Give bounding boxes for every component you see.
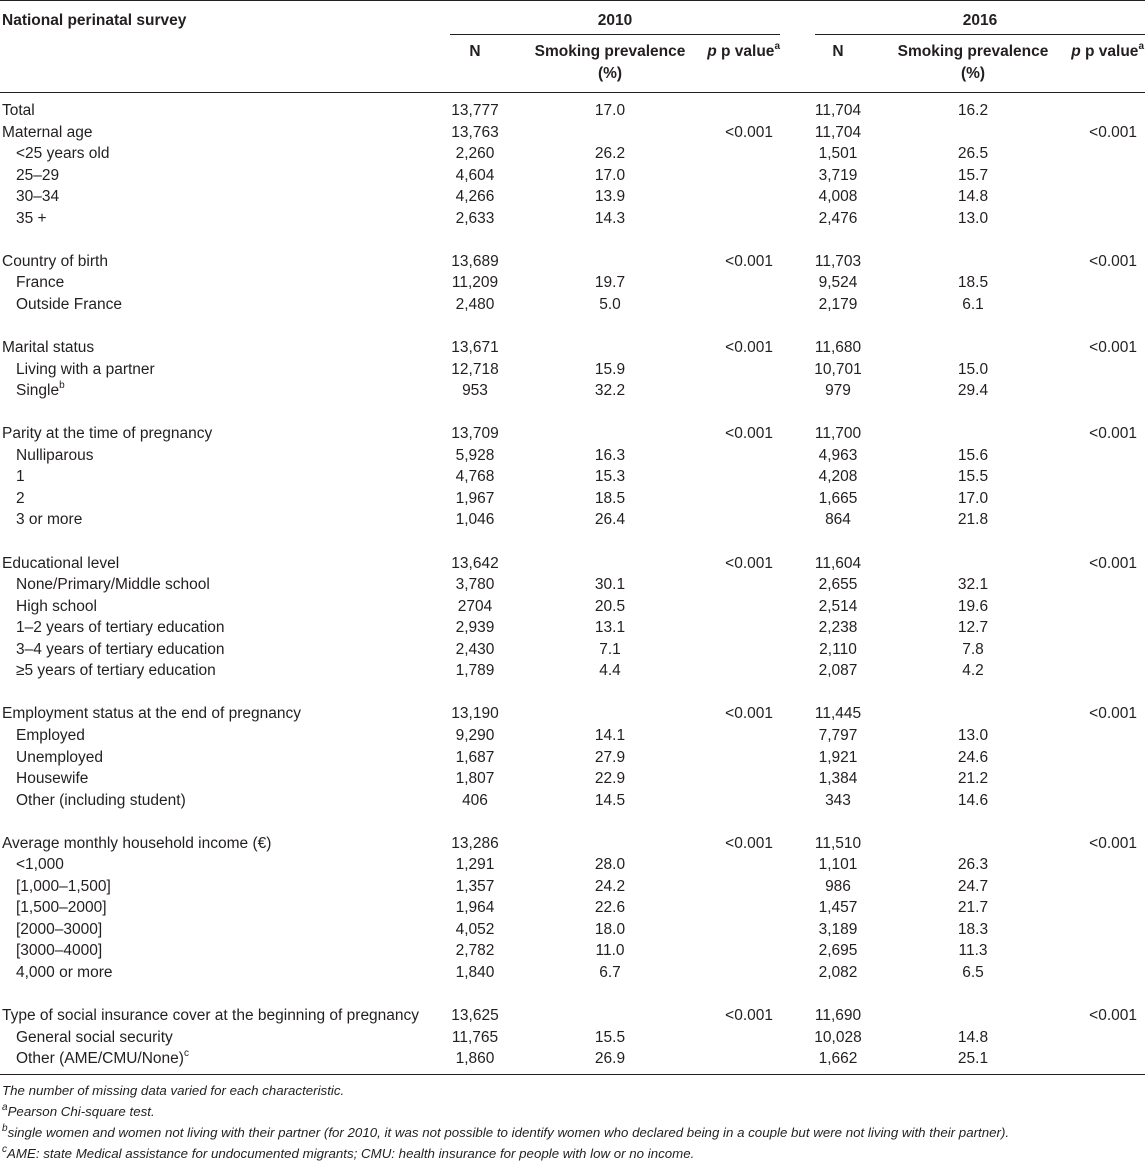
smoking-2016-cell: 7.8 <box>962 640 984 658</box>
footnote <box>2 1083 344 1098</box>
smoking-2016-cell: 6.1 <box>962 295 984 313</box>
footnote <box>2 1101 155 1119</box>
n-2010-cell: 4,768 <box>455 468 495 486</box>
n-2016-cell: 343 <box>825 791 851 809</box>
n-2010-cell: 953 <box>462 382 488 400</box>
row-label-text: Parity at the time of pregnancy <box>2 425 213 443</box>
smoking-2016-cell: 16.2 <box>957 102 989 119</box>
pvalue-2016-cell: <0.001 <box>1089 834 1137 852</box>
n-2016-cell: 11,680 <box>814 339 862 357</box>
n-2010-cell: 2,430 <box>455 640 495 658</box>
n-2016-cell: 986 <box>825 877 851 895</box>
n-2016-cell: 2,695 <box>818 942 858 960</box>
col-prevalence-2010-unit: (%) <box>597 65 623 82</box>
row-label-text: 35 + <box>16 209 47 227</box>
n-2010-cell: 11,209 <box>451 274 499 292</box>
n-2016-cell: 2,110 <box>819 640 857 658</box>
n-2016-cell: 1,501 <box>818 145 858 163</box>
smoking-2016-cell: 13.0 <box>957 726 989 744</box>
row-label-text: 4,000 or more <box>16 964 113 981</box>
row-label <box>16 965 113 981</box>
n-2010-cell: 5,928 <box>455 446 495 464</box>
row-label-text: 2 <box>16 489 25 507</box>
row-label <box>16 900 107 916</box>
row-label <box>16 750 103 766</box>
row-label-text: Other (AME/CMU/None) <box>16 1050 184 1068</box>
row-label-text: Country of birth <box>2 252 108 270</box>
smoking-2016-cell: 19.6 <box>957 597 989 615</box>
n-2010-cell: 1,840 <box>455 964 495 981</box>
smoking-2016-cell: 12.7 <box>957 619 989 637</box>
row-label-text: Employed <box>16 726 85 744</box>
smoking-2016-cell: 15.7 <box>957 166 989 184</box>
smoking-2010-cell: 15.3 <box>594 468 626 486</box>
n-2016-cell: 2,082 <box>818 964 858 981</box>
row-label-text: <1,000 <box>16 856 64 874</box>
smoking-2010-cell: 24.2 <box>594 877 626 895</box>
smoking-2010-cell: 20.5 <box>594 597 626 615</box>
n-2016-cell: 864 <box>825 511 851 529</box>
row-label-text: Total <box>2 102 35 119</box>
row-label-text: Marital status <box>2 339 95 357</box>
smoking-2010-cell: 4.4 <box>599 662 621 680</box>
row-label-text: Educational level <box>2 554 120 572</box>
n-2016-cell: 11,704 <box>814 102 862 119</box>
col-pvalue-2016-sup: a <box>1138 40 1144 52</box>
n-2010-cell: 9,290 <box>455 726 495 744</box>
footnote <box>2 1122 1010 1140</box>
row-label <box>16 448 94 464</box>
n-2010-cell: 2,782 <box>455 942 495 960</box>
smoking-2010-cell: 5.0 <box>599 295 621 313</box>
smoking-2016-cell: 24.6 <box>957 748 989 766</box>
col-pvalue-2010-label: p value <box>721 43 775 60</box>
n-2016-cell: 1,921 <box>818 748 858 766</box>
footnote-text: Pearson Chi-square test. <box>7 1104 155 1119</box>
smoking-2016-cell: 15.0 <box>957 360 989 378</box>
footnote-text: The number of missing data varied for each characteristic. <box>2 1083 345 1098</box>
row-label <box>2 1008 419 1024</box>
smoking-2016-cell: 25.1 <box>957 1050 989 1068</box>
row-label-text: Unemployed <box>16 748 104 766</box>
row-label-text: High school <box>16 597 97 615</box>
row-label <box>16 943 102 959</box>
n-2010-cell: 4,266 <box>455 188 495 206</box>
smoking-2016-cell: 4.2 <box>962 662 984 680</box>
row-label-text: General social security <box>16 1028 173 1046</box>
row-label <box>2 340 94 356</box>
n-2010-cell: 1,291 <box>455 856 495 874</box>
n-2010-cell: 13,709 <box>451 425 499 443</box>
n-2010-cell: 2,480 <box>455 295 495 313</box>
smoking-2010-cell: 11.0 <box>595 942 625 960</box>
pvalue-2016-cell: <0.001 <box>1089 1007 1137 1025</box>
smoking-2016-cell: 14.6 <box>957 791 989 809</box>
row-label-text: ≥5 years of tertiary education <box>16 662 216 680</box>
row-label-text: [3000–4000] <box>16 942 103 960</box>
n-2016-cell: 11,703 <box>814 252 862 270</box>
smoking-2016-cell: 6.5 <box>962 964 984 981</box>
n-2010-cell: 1,967 <box>455 489 495 507</box>
row-label-footnote-mark: b <box>59 379 65 391</box>
n-2016-cell: 11,445 <box>814 705 862 723</box>
smoking-2016-cell: 13.0 <box>957 209 989 227</box>
smoking-2016-cell: 14.8 <box>957 1028 989 1046</box>
row-label <box>16 642 225 658</box>
n-2010-cell: 11,765 <box>451 1028 499 1046</box>
n-2010-cell: 1,964 <box>455 899 495 917</box>
n-2010-cell: 13,763 <box>451 123 499 141</box>
smoking-2010-cell: 18.0 <box>594 920 626 938</box>
row-label <box>16 922 102 938</box>
row-label <box>16 663 216 679</box>
top-rule <box>0 0 1145 1</box>
smoking-2016-cell: 18.3 <box>957 920 989 938</box>
n-2010-cell: 406 <box>462 791 488 809</box>
n-2016-cell: 1,457 <box>818 899 858 917</box>
smoking-2010-cell: 16.3 <box>594 446 626 464</box>
pvalue-2016-cell: <0.001 <box>1089 123 1137 141</box>
smoking-2010-cell: 13.1 <box>594 619 626 637</box>
smoking-2010-cell: 17.0 <box>594 166 626 184</box>
smoking-2010-cell: 15.5 <box>594 1028 626 1046</box>
smoking-2010-cell: 22.9 <box>594 770 626 788</box>
header-rule <box>0 92 1145 93</box>
n-2010-cell: 3,780 <box>455 576 495 594</box>
row-label <box>16 728 85 744</box>
row-label-text: Nulliparous <box>16 446 94 464</box>
footnote-text: AME: state Medical assistance for undocumented migrants; CMU: health insurance for people with low or no income. <box>7 1146 695 1161</box>
pvalue-2010-cell: <0.001 <box>725 339 773 357</box>
row-label-text: 30–34 <box>16 188 60 206</box>
row-label <box>16 620 225 636</box>
n-2016-cell: 2,476 <box>818 209 858 227</box>
row-label <box>16 297 122 313</box>
footnote-mark: a <box>2 1101 8 1113</box>
row-label-text: Employment status at the end of pregnancy <box>2 705 301 723</box>
smoking-2010-cell: 14.5 <box>594 791 626 809</box>
n-2016-cell: 2,238 <box>818 619 858 637</box>
n-2016-cell: 979 <box>825 382 851 400</box>
row-label-text: [2000–3000] <box>16 920 103 938</box>
pvalue-2010-cell: <0.001 <box>725 123 773 141</box>
row-label <box>16 168 59 184</box>
smoking-2010-cell: 19.7 <box>594 274 626 292</box>
smoking-2016-cell: 21.8 <box>957 511 989 529</box>
row-label-text: 3–4 years of tertiary education <box>16 640 225 658</box>
row-label <box>2 836 271 852</box>
row-label <box>16 879 111 895</box>
smoking-2016-cell: 26.5 <box>957 145 989 163</box>
smoking-2010-cell: 26.4 <box>594 511 626 529</box>
col-prevalence-2016-unit: (%) <box>960 65 986 82</box>
row-label-text: Average monthly household income (€) <box>2 834 272 852</box>
n-2010-cell: 2704 <box>457 597 493 615</box>
n-2010-cell: 1,789 <box>455 662 495 680</box>
row-label-footnote-mark: c <box>183 1048 189 1060</box>
row-label <box>16 189 59 205</box>
n-2010-cell: 1,357 <box>455 877 495 895</box>
n-2016-cell: 2,655 <box>818 576 858 594</box>
n-2016-cell: 11,704 <box>814 123 862 141</box>
row-label-text: Type of social insurance cover at the beginning of pregnancy <box>2 1007 420 1025</box>
row-label <box>2 103 35 119</box>
row-label <box>16 793 186 809</box>
n-2016-cell: 1,665 <box>818 489 858 507</box>
pvalue-2016-cell: <0.001 <box>1089 252 1137 270</box>
pvalue-2010-cell: <0.001 <box>725 252 773 270</box>
n-2010-cell: 13,777 <box>451 102 499 119</box>
smoking-2010-cell: 14.3 <box>594 209 626 227</box>
row-label <box>16 211 47 227</box>
n-2016-cell: 4,963 <box>818 446 858 464</box>
footnote-text: single women and women not living with their partner (for 2010, it was not possible to identify women who declared being in a couple but were not living with their partner). <box>7 1125 1010 1140</box>
row-label-text: 25–29 <box>16 166 60 184</box>
n-2010-cell: 2,633 <box>455 209 495 227</box>
smoking-2016-cell: 21.2 <box>957 770 989 788</box>
row-label <box>2 426 212 442</box>
smoking-2010-cell: 6.7 <box>599 964 621 981</box>
pvalue-2016-cell: <0.001 <box>1089 425 1137 443</box>
n-2016-cell: 11,690 <box>814 1007 862 1025</box>
smoking-2016-cell: 26.3 <box>957 856 989 874</box>
n-2010-cell: 12,718 <box>451 360 499 378</box>
pvalue-2016-cell: <0.001 <box>1089 705 1137 723</box>
smoking-2010-cell: 13.9 <box>594 188 626 206</box>
col-n-2010: N <box>469 43 481 60</box>
row-label <box>16 577 210 593</box>
row-label <box>16 491 25 507</box>
n-2016-cell: 4,008 <box>818 188 858 206</box>
smoking-2010-cell: 27.9 <box>594 748 626 766</box>
n-2010-cell: 13,190 <box>451 705 499 723</box>
smoking-2010-cell: 22.6 <box>594 899 626 917</box>
row-label-text: [1,000–1,500] <box>16 877 111 895</box>
row-label <box>16 771 88 787</box>
col-pvalue-2010 <box>680 40 780 60</box>
smoking-2010-cell: 15.9 <box>594 360 626 378</box>
row-label <box>16 379 65 400</box>
col-n-2016: N <box>832 43 844 60</box>
smoking-2016-cell: 11.3 <box>958 942 988 960</box>
row-label-text: Living with a partner <box>16 360 155 378</box>
row-label <box>2 706 301 722</box>
n-2010-cell: 13,642 <box>451 554 499 572</box>
pvalue-2016-cell: <0.001 <box>1089 554 1137 572</box>
row-label-text: Housewife <box>16 770 89 788</box>
smoking-2010-cell: 32.2 <box>594 382 626 400</box>
n-2016-cell: 11,604 <box>814 554 862 572</box>
row-label-text: Maternal age <box>2 123 93 141</box>
smoking-2016-cell: 18.5 <box>957 274 989 292</box>
n-2010-cell: 2,260 <box>455 145 495 163</box>
year-2010-underline <box>450 34 780 35</box>
col-pvalue-2016-p: p <box>1071 43 1081 60</box>
row-label <box>16 857 64 873</box>
row-label-text: 1 <box>16 468 25 486</box>
footnote-mark: c <box>2 1143 7 1155</box>
row-label-text: [1,500–2000] <box>16 899 107 917</box>
footnote-mark: b <box>2 1122 8 1134</box>
col-pvalue-2016-label: p value <box>1085 43 1139 60</box>
row-label <box>16 275 64 291</box>
n-2010-cell: 13,286 <box>451 834 499 852</box>
n-2010-cell: 1,807 <box>455 770 495 788</box>
pvalue-2010-cell: <0.001 <box>725 1007 773 1025</box>
n-2010-cell: 4,604 <box>455 166 495 184</box>
pvalue-2010-cell: <0.001 <box>725 425 773 443</box>
row-label-text: None/Primary/Middle school <box>16 576 210 594</box>
n-2010-cell: 1,860 <box>455 1050 495 1068</box>
row-label <box>16 146 110 162</box>
n-2010-cell: 13,689 <box>451 252 499 270</box>
smoking-2016-cell: 21.7 <box>957 899 989 917</box>
smoking-2016-cell: 15.6 <box>957 446 989 464</box>
row-label-text: 3 or more <box>16 511 83 529</box>
smoking-2010-cell: 7.1 <box>599 640 621 658</box>
row-label-text: Other (including student) <box>16 791 186 809</box>
n-2016-cell: 2,514 <box>818 597 858 615</box>
n-2016-cell: 7,797 <box>818 726 858 744</box>
n-2010-cell: 13,625 <box>451 1007 499 1025</box>
bottom-rule <box>0 1074 1145 1075</box>
smoking-2016-cell: 32.1 <box>957 576 989 594</box>
col-pvalue-2010-p: p <box>707 43 717 60</box>
year-2016-underline <box>815 34 1145 35</box>
row-label <box>16 599 97 615</box>
smoking-2010-cell: 17.0 <box>594 102 626 119</box>
col-pvalue-2010-sup: a <box>774 40 780 52</box>
n-2016-cell: 3,719 <box>818 166 858 184</box>
n-2010-cell: 13,671 <box>451 339 499 357</box>
smoking-2010-cell: 28.0 <box>594 856 626 874</box>
row-label <box>16 362 155 378</box>
smoking-2016-cell: 17.0 <box>957 489 989 507</box>
smoking-2010-cell: 14.1 <box>594 726 626 744</box>
row-label-text: France <box>16 274 65 292</box>
smoking-2010-cell: 26.2 <box>594 145 626 163</box>
n-2010-cell: 2,939 <box>455 619 495 637</box>
n-2016-cell: 10,701 <box>814 360 862 378</box>
smoking-2016-cell: 15.5 <box>957 468 989 486</box>
n-2016-cell: 1,101 <box>818 856 858 874</box>
row-label <box>16 1048 189 1068</box>
smoking-2010-cell: 30.1 <box>594 576 626 594</box>
row-label <box>16 469 25 485</box>
n-2016-cell: 11,510 <box>814 834 862 852</box>
row-label-text: Single <box>16 382 60 400</box>
n-2016-cell: 3,189 <box>818 920 858 938</box>
row-label <box>16 512 82 528</box>
n-2010-cell: 1,687 <box>455 748 495 766</box>
n-2016-cell: 2,179 <box>818 295 858 313</box>
row-label <box>2 254 108 270</box>
footnote <box>2 1143 695 1161</box>
n-2010-cell: 4,052 <box>455 920 495 938</box>
row-label-text: 1–2 years of tertiary education <box>16 619 225 637</box>
n-2016-cell: 1,384 <box>818 770 858 788</box>
smoking-2016-cell: 29.4 <box>957 382 989 400</box>
pvalue-2010-cell: <0.001 <box>725 834 773 852</box>
n-2016-cell: 11,700 <box>814 425 862 443</box>
n-2010-cell: 1,046 <box>455 511 495 529</box>
table-title: National perinatal survey <box>2 12 187 29</box>
row-label <box>16 1030 173 1046</box>
n-2016-cell: 1,662 <box>818 1050 858 1068</box>
pvalue-2010-cell: <0.001 <box>725 554 773 572</box>
n-2016-cell: 9,524 <box>818 274 858 292</box>
year-2016-heading: 2016 <box>962 12 998 29</box>
row-label <box>2 125 92 141</box>
pvalue-2010-cell: <0.001 <box>725 705 773 723</box>
smoking-2016-cell: 24.7 <box>957 877 989 895</box>
smoking-2010-cell: 18.5 <box>594 489 626 507</box>
row-label-text: <25 years old <box>16 145 110 163</box>
col-prevalence-2016: Smoking prevalence <box>897 43 1049 60</box>
smoking-2010-cell: 26.9 <box>594 1050 626 1068</box>
n-2016-cell: 2,087 <box>818 662 858 680</box>
col-prevalence-2010: Smoking prevalence <box>534 43 686 60</box>
n-2016-cell: 4,208 <box>818 468 858 486</box>
row-label-text: Outside France <box>16 295 122 313</box>
pvalue-2016-cell: <0.001 <box>1089 339 1137 357</box>
n-2016-cell: 10,028 <box>814 1028 862 1046</box>
smoking-2016-cell: 14.8 <box>957 188 989 206</box>
col-pvalue-2016 <box>1030 40 1144 60</box>
year-2010-heading: 2010 <box>597 12 633 29</box>
row-label <box>2 556 119 572</box>
